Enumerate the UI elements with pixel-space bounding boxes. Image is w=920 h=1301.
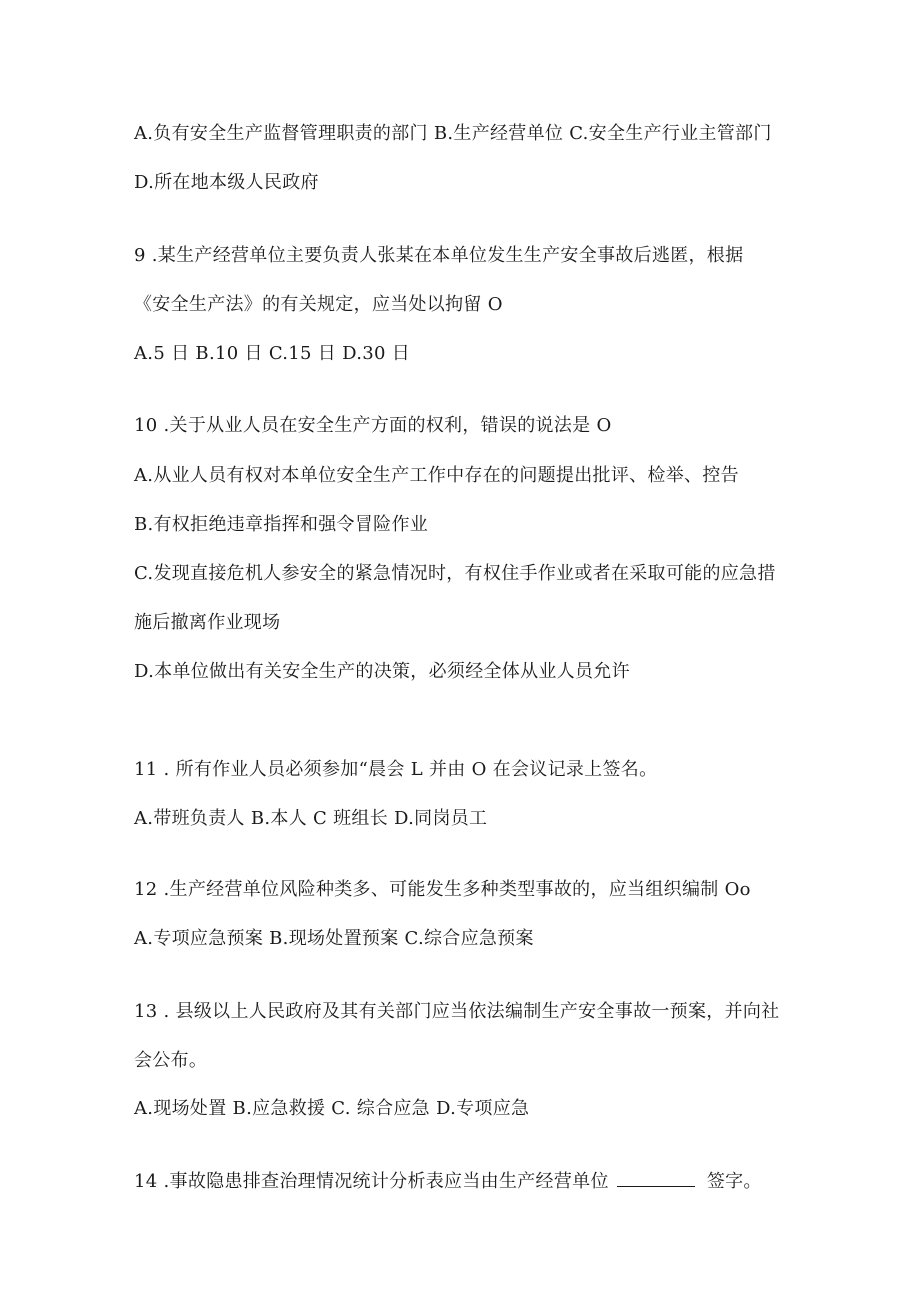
q14-stem-after: 签字。 — [706, 1171, 762, 1192]
q10-option-d: D.本单位做出有关安全生产的决策，必须经全体从业人员允许 — [134, 661, 630, 682]
q12-stem: 12 .生产经营单位风险种类多、可能发生多种类型事故的，应当组织编制 Oo — [134, 879, 751, 900]
q11-options: A.带班负责人 B.本人 C 班组长 D.同岗员工 — [134, 808, 488, 829]
q13-options: A.现场处置 B.应急救援 C. 综合应急 D.专项应急 — [134, 1098, 530, 1119]
q9-options: A.5 日 B.10 日 C.15 日 D.30 日 — [134, 343, 411, 364]
q9-stem-line2: 《安全生产法》的有关规定，应当处以拘留 O — [134, 294, 503, 315]
q12-options: A.专项应急预案 B.现场处置预案 C.综合应急预案 — [134, 928, 534, 949]
q10-option-b: B.有权拒绝违章指挥和强令冒险作业 — [134, 514, 429, 535]
q8-options-line2: D.所在地本级人民政府 — [134, 172, 319, 193]
q14-stem-before: 14 .事故隐患排查治理情况统计分析表应当由生产经营单位 — [134, 1171, 609, 1192]
q10-option-c-line1: C.发现直接危机人参安全的紧急情况时，有权住手作业或者在采取可能的应急措 — [134, 563, 776, 584]
q10-option-a: A.从业人员有权对本单位安全生产工作中存在的问题提出批评、检举、控告 — [134, 465, 739, 486]
q10-option-c-line2: 施后撤离作业现场 — [134, 612, 281, 633]
q14-answer-blank — [617, 1170, 695, 1187]
q14-stem — [134, 1170, 762, 1194]
q9-stem-line1: 9 .某生产经营单位主要负责人张某在本单位发生生产安全事故后逃匿，根据 — [134, 245, 744, 266]
q13-stem-line1: 13 . 县级以上人民政府及其有关部门应当依法编制生产安全事故一预案，并向社 — [134, 1001, 780, 1022]
q8-options-line1: A.负有安全生产监督管理职责的部门 B.生产经营单位 C.安全生产行业主管部门 — [134, 123, 772, 144]
q10-stem: 10 .关于从业人员在安全生产方面的权利，错误的说法是 O — [134, 415, 612, 436]
q13-stem-line2: 会公布。 — [134, 1050, 208, 1071]
q11-stem: 11 . 所有作业人员必须参加“晨会 L 并由 O 在会议记录上签名。 — [134, 759, 658, 780]
